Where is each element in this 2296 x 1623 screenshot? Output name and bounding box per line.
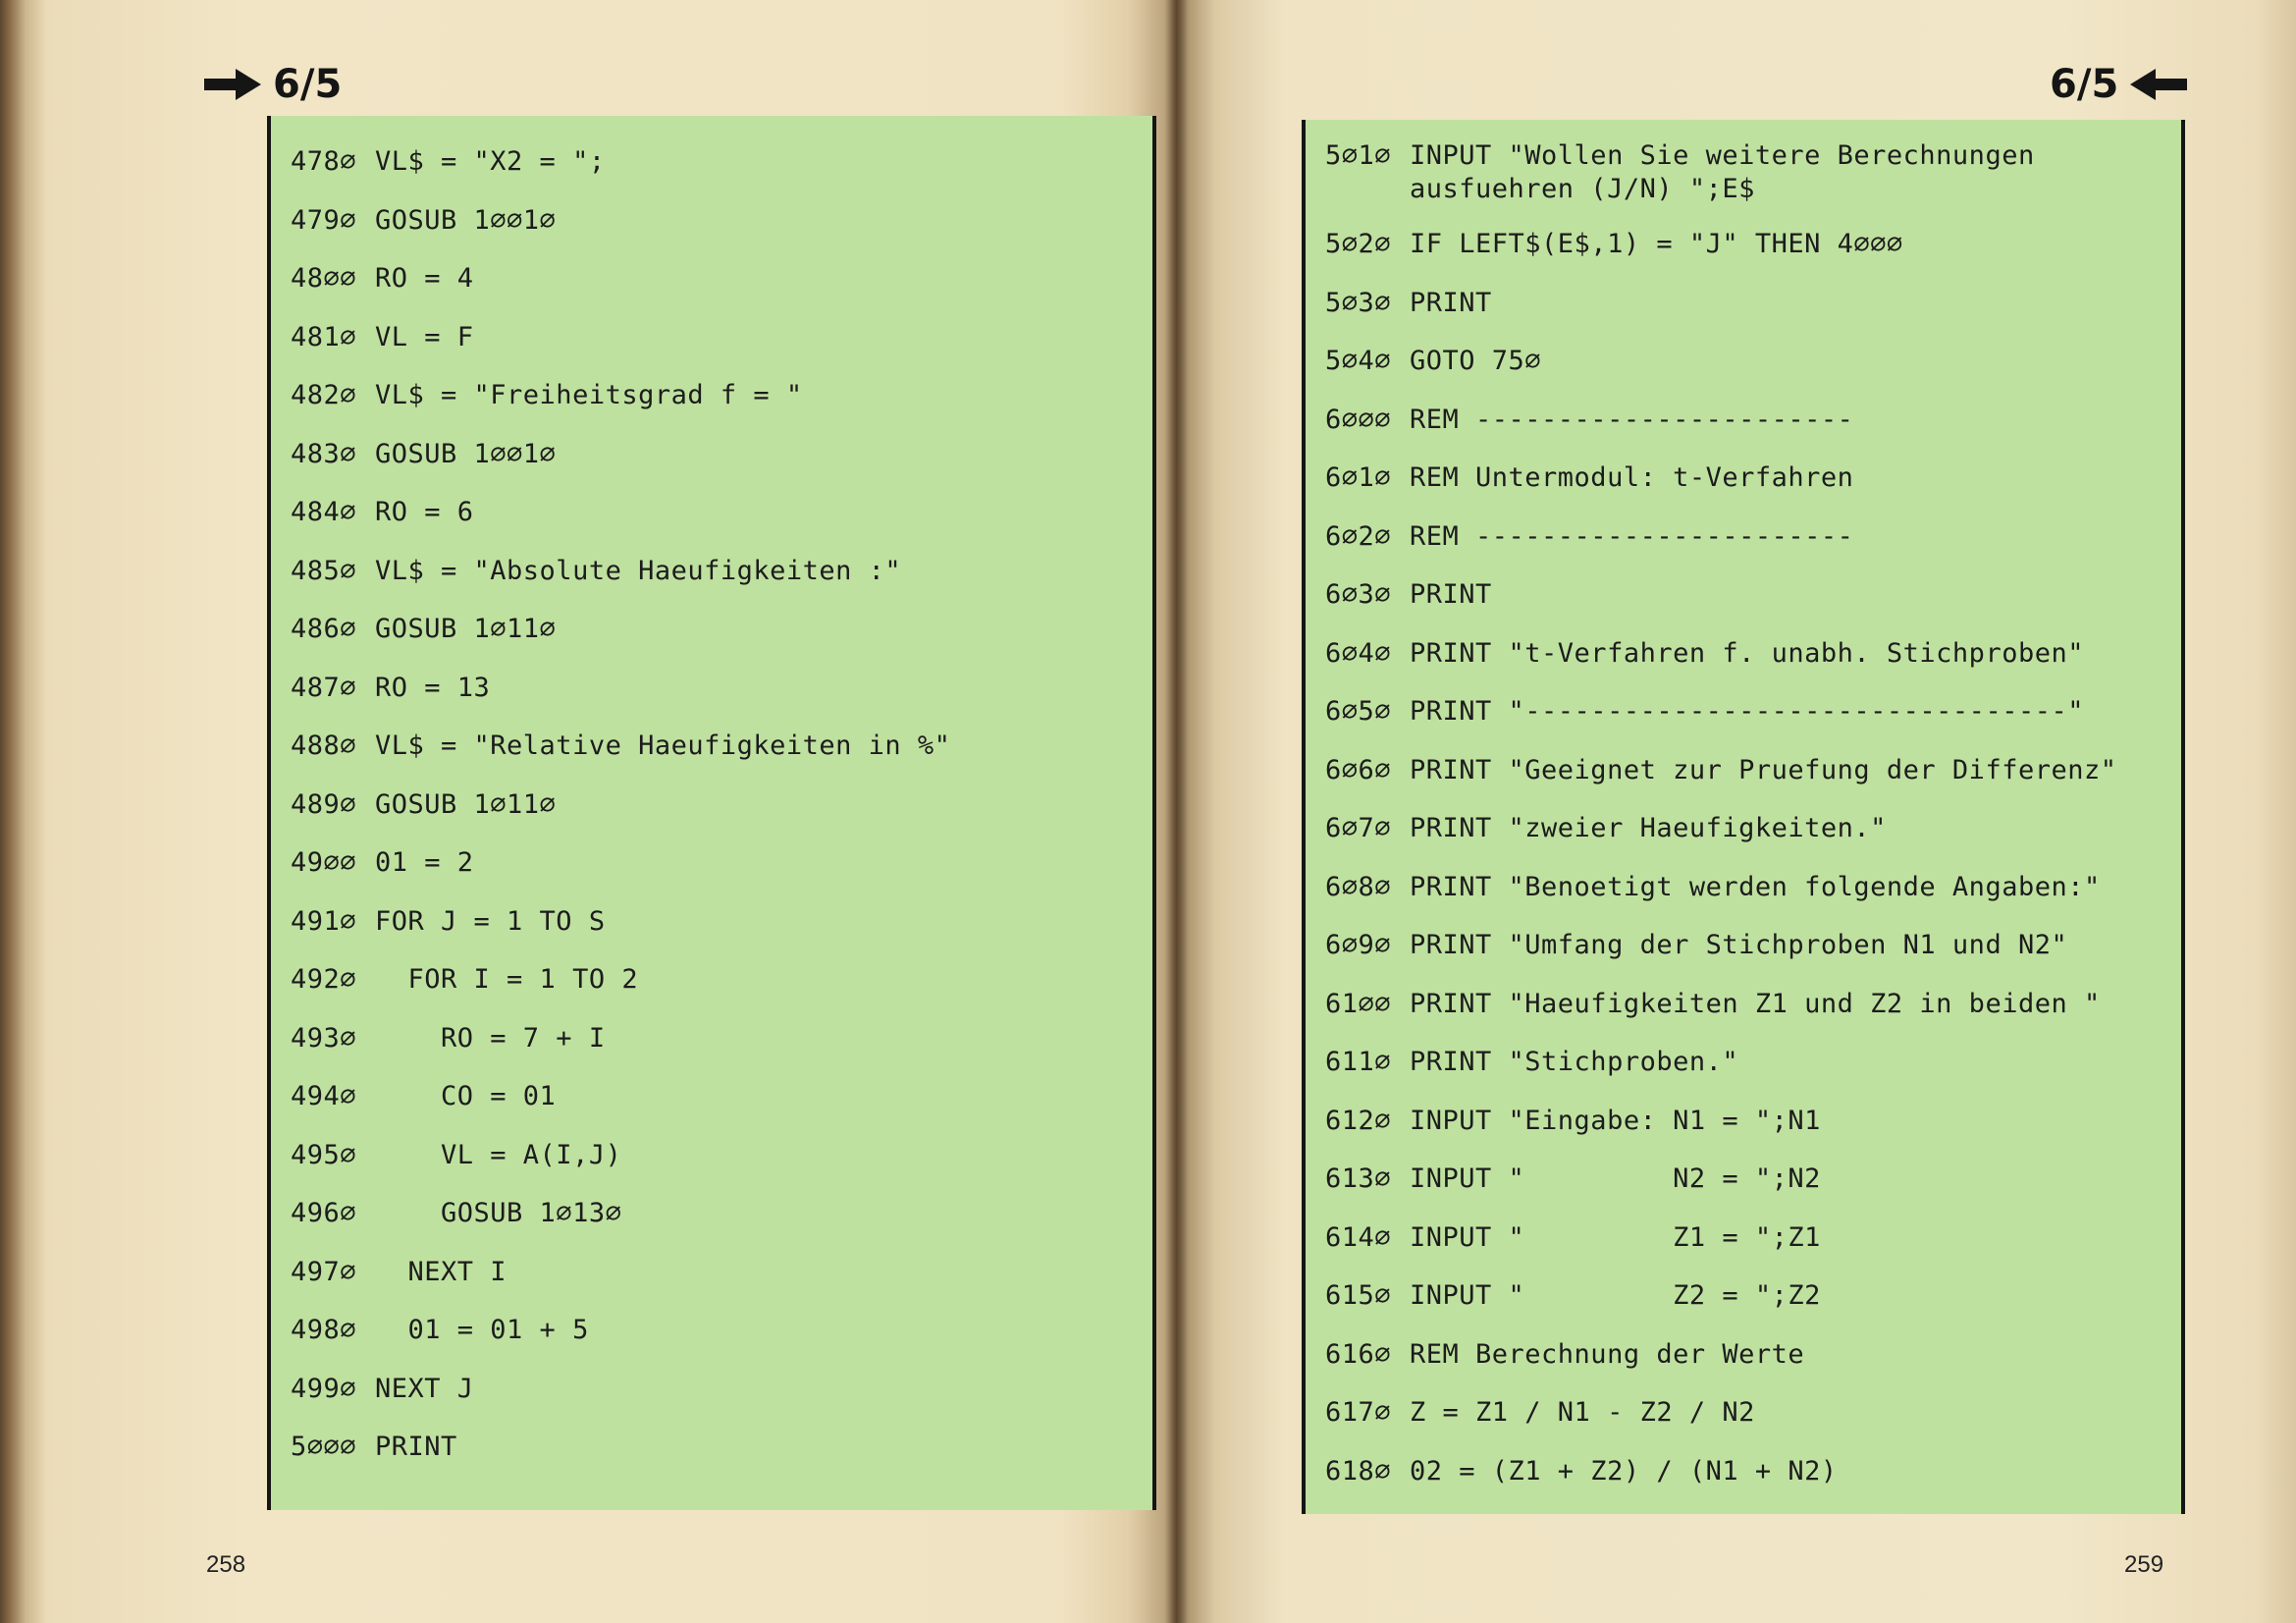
line-number: 617∅ [1325,1397,1392,1428]
line-number: 494∅ [291,1081,357,1111]
code-line [291,321,950,380]
line-number: 499∅ [291,1373,357,1404]
statement: PRINT "Geeignet zur Pruefung der Differenz" [1410,754,2117,785]
statement: Z = Z1 / N1 - Z2 / N2 [1410,1397,1755,1428]
code-line [291,905,950,964]
code-line [291,555,950,614]
line-number: 479∅ [291,204,357,236]
statement: 01 = 01 + 5 [375,1315,589,1345]
statement: PRINT "---------------------------------" [1410,696,2084,727]
line-number: 485∅ [291,555,357,586]
line-number: 5∅3∅ [1325,287,1392,318]
left-code-panel [267,116,1156,1510]
code-line [291,1373,950,1432]
statement: 02 = (Z1 + Z2) / (N1 + N2) [1410,1455,1838,1487]
line-number: 483∅ [291,438,357,469]
code-line [1325,461,2116,520]
code-line [291,963,950,1022]
statement: FOR I = 1 TO 2 [375,964,639,995]
code-line [1325,1046,2116,1105]
code-line [1325,871,2116,930]
statement: VL = A(I,J) [375,1139,622,1170]
right-section-number: 6/5 [2050,62,2119,107]
line-number: 5∅4∅ [1325,346,1392,376]
statement: GOSUB 1∅∅1∅ [375,204,557,236]
code-line [1325,139,2116,228]
code-line [291,613,950,672]
line-number: 6∅4∅ [1325,637,1392,669]
arrow-left-icon [2128,65,2187,104]
line-number: 496∅ [291,1198,357,1228]
statement: 01 = 2 [375,847,474,878]
code-line [1325,754,2116,813]
code-line [1325,1338,2116,1397]
code-line [1325,1396,2116,1455]
statement: GOSUB 1∅∅1∅ [375,438,557,469]
statement: RO = 7 + I [375,1022,606,1054]
line-number: 616∅ [1325,1338,1392,1370]
statement: REM Untermodul: t-Verfahren [1410,462,1854,493]
code-line [291,788,950,847]
arrow-right-icon [204,65,263,104]
statement: VL$ = "X2 = "; [375,146,606,177]
statement: REM ----------------------- [1410,520,1854,552]
statement: VL = F [375,321,474,352]
statement: INPUT "Eingabe: N1 = ";N1 [1410,1105,1821,1136]
line-number: 48∅∅ [291,263,357,294]
code-line [291,1256,950,1315]
line-number: 497∅ [291,1256,357,1287]
line-number: 61∅∅ [1325,988,1392,1019]
code-line [1325,287,2116,346]
line-number: 498∅ [291,1315,357,1345]
statement: GOSUB 1∅13∅ [375,1198,622,1228]
left-section-header [204,55,342,114]
statement: REM ----------------------- [1410,404,1854,435]
code-line [291,1022,950,1081]
statement: NEXT I [375,1256,507,1287]
statement: PRINT "Umfang der Stichproben N1 und N2" [1410,930,2068,960]
statement: PRINT [375,1432,457,1462]
code-line [1325,345,2116,404]
code-line [1325,578,2116,637]
code-line [1325,228,2116,287]
line-number: 487∅ [291,672,357,703]
line-number: 618∅ [1325,1455,1392,1487]
statement: PRINT "Haeufigkeiten Z1 und Z2 in beiden " [1410,988,2101,1019]
left-page-number: 258 [206,1551,246,1578]
code-line [291,1139,950,1198]
right-section-header [2050,55,2187,114]
code-line [1325,1163,2116,1221]
code-line [291,1197,950,1256]
right-code-panel [1302,120,2185,1514]
statement: FOR J = 1 TO S [375,905,606,937]
code-line [1325,404,2116,462]
statement: PRINT [1410,579,1492,610]
code-line [291,846,950,905]
statement: RO = 4 [375,263,474,294]
line-number: 6∅3∅ [1325,579,1392,610]
code-line [1325,695,2116,754]
code-line [291,1431,950,1489]
code-line [291,1080,950,1139]
statement: PRINT [1410,287,1492,318]
line-number: 611∅ [1325,1047,1392,1077]
right-page-number: 259 [2124,1551,2164,1578]
code-line [1325,1221,2116,1280]
code-line [1325,1279,2116,1338]
code-line [1325,520,2116,579]
code-line [1325,812,2116,871]
statement: VL$ = "Absolute Haeufigkeiten :" [375,555,902,586]
line-number: 481∅ [291,321,357,352]
statement: CO = 01 [375,1081,557,1111]
code-line [1325,929,2116,988]
code-line [1325,988,2116,1047]
line-number: 6∅1∅ [1325,462,1392,493]
code-line [291,1314,950,1373]
statement: PRINT "t-Verfahren f. unabh. Stichproben" [1410,637,2084,669]
line-number: 6∅∅∅ [1325,404,1392,435]
line-number: 478∅ [291,146,357,177]
left-section-number: 6/5 [273,62,343,107]
statement: RO = 13 [375,672,491,703]
code-line [291,145,950,204]
line-number: 6∅2∅ [1325,520,1392,552]
statement: PRINT "Benoetigt werden folgende Angaben:" [1410,871,2101,902]
statement: INPUT " Z1 = ";Z1 [1410,1221,1821,1253]
line-number: 614∅ [1325,1221,1392,1253]
code-line [291,438,950,497]
code-line [1325,1105,2116,1163]
line-number: 613∅ [1325,1163,1392,1194]
line-number: 486∅ [291,614,357,644]
code-line [291,204,950,263]
line-number: 6∅9∅ [1325,930,1392,960]
line-number: 5∅1∅ [1325,140,1392,171]
statement: INPUT " N2 = ";N2 [1410,1163,1821,1194]
line-number: 495∅ [291,1139,357,1170]
line-number: 6∅5∅ [1325,696,1392,727]
book-spine [1164,0,1188,1623]
code-line [291,496,950,555]
statement: IF LEFT$(E$,1) = "J" THEN 4∅∅∅ [1410,229,1903,259]
code-line [291,379,950,438]
line-number: 5∅2∅ [1325,229,1392,259]
right-code-listing [1325,139,2116,1513]
line-number: 484∅ [291,497,357,527]
statement: RO = 6 [375,497,474,527]
line-number: 488∅ [291,730,357,761]
line-number: 6∅7∅ [1325,813,1392,843]
statement: GOSUB 1∅11∅ [375,614,557,644]
code-line [291,672,950,730]
line-number: 492∅ [291,964,357,995]
line-number: 6∅6∅ [1325,754,1392,785]
statement: GOTO 75∅ [1410,346,1542,376]
statement: PRINT "Stichproben." [1410,1047,1739,1077]
statement: NEXT J [375,1373,474,1404]
line-number: 612∅ [1325,1105,1392,1136]
line-number: 6∅8∅ [1325,871,1392,902]
line-number: 493∅ [291,1022,357,1054]
line-number: 615∅ [1325,1280,1392,1311]
line-number: 491∅ [291,905,357,937]
statement: VL$ = "Freiheitsgrad f = " [375,380,803,410]
line-number: 482∅ [291,380,357,410]
statement: INPUT " Z2 = ";Z2 [1410,1280,1821,1311]
left-code-listing [291,145,950,1489]
line-number: 5∅∅∅ [291,1432,357,1462]
line-number: 489∅ [291,788,357,820]
statement: GOSUB 1∅11∅ [375,788,557,820]
statement: VL$ = "Relative Haeufigkeiten in %" [375,730,951,761]
statement: PRINT "zweier Haeufigkeiten." [1410,813,1887,843]
code-line [291,730,950,788]
statement: REM Berechnung der Werte [1410,1338,1805,1370]
line-number: 49∅∅ [291,847,357,878]
statement: INPUT "Wollen Sie weitere Berechnungen ausfuehren (J/N) ";E$ [1410,140,2035,204]
code-line [1325,637,2116,696]
code-line [291,262,950,321]
code-line [1325,1455,2116,1514]
